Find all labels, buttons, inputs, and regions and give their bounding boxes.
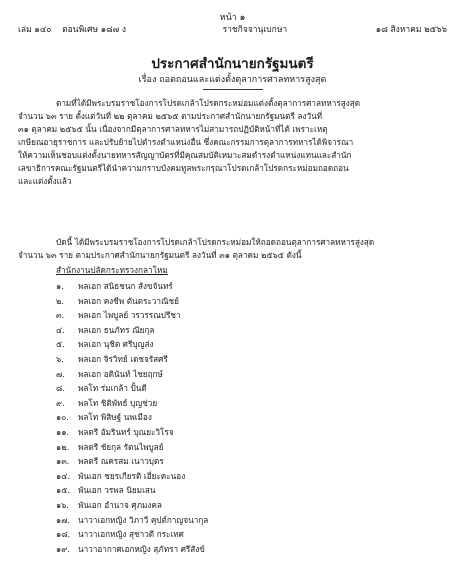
paragraph-preamble — [18, 97, 448, 188]
officer-name: พลเอก ไพบูลย์ วรวรรณปรีชา — [78, 310, 181, 321]
text-line: บัดนี้ ได้มีพระบรมราชโองการโปรดเกล้าโปรดกระหม่อมให้ถอดถอนตุลาการศาลทหารสูงสุด — [56, 237, 375, 247]
item-number: ๓. — [56, 310, 65, 321]
officer-name: พลเอก อดินันท์ ไชยฤกษ์ — [78, 368, 163, 379]
list-item — [56, 294, 208, 309]
list-item — [56, 308, 208, 323]
officer-name: นาวาอากาศเอกหญิง สุภัทรา ศรีสังข์ — [78, 543, 205, 554]
officer-name: พลตรี ณครสม เนาวบุตร — [78, 456, 164, 467]
officer-name: พลเอก สนิธชนก สังขจันทร์ — [78, 281, 173, 291]
title-divider — [203, 89, 263, 90]
list-item — [56, 483, 208, 498]
text-line: ๓๑ ตุลาคม ๒๕๖๕ นั้น เนื่องจากมีตุลาการศาลทหารไม่สามารถปฏิบัติหน้าที่ได้ เพราะเหตุ — [18, 124, 328, 134]
text-line: ให้ความเห็นชอบแต่งตั้งนายทหารสัญญาบัตรที่มีคุณสมบัติเหมาะสมดำรงตำแหน่งแทนและสำนัก — [18, 150, 352, 160]
officer-name: นาวาเอกหญิง วิภาวี คุปต์กาญจนากุล — [78, 514, 209, 525]
list-item — [56, 425, 208, 440]
item-number: ๑๖. — [56, 499, 69, 510]
list-item — [56, 367, 208, 382]
gazette-header — [18, 22, 447, 36]
text-line: และแต่งตั้งแล้ว — [18, 176, 72, 186]
officer-name: พลโท ร่มเกล้า ปั้นดี — [78, 383, 147, 394]
list-item — [56, 352, 208, 367]
list-item — [56, 410, 208, 425]
item-number: ๑๕. — [56, 485, 70, 496]
item-number: ๑๘. — [56, 529, 71, 540]
item-number: ๑๗. — [56, 514, 70, 525]
volume: เล่ม ๑๔๐ — [18, 25, 52, 35]
list-item — [56, 527, 208, 542]
page-number: หน้า ๑ — [219, 13, 246, 23]
paragraph-order — [18, 236, 448, 262]
officer-name: นาวาเอกหญิง สุชาวดี กระเทศ — [78, 529, 184, 540]
list-item — [56, 513, 208, 528]
special-section: ตอนพิเศษ ๑๘๗ ง — [62, 25, 126, 35]
officer-name: พลเอก ธนภัทร ณียกุล — [78, 324, 155, 335]
list-item — [56, 279, 208, 294]
publication-name: ราชกิจจานุเบกษา — [222, 25, 288, 35]
text-line: เกษียณอายุราชการ และปรับย้ายไปดำรงตำแหน่งอื่น ซึ่งคณะกรรมการตุลาการทหารได้พิจารณา — [18, 137, 354, 147]
officer-name: พลตรี อัมรินทร์ บุณยะวิโรจ — [78, 426, 174, 437]
item-number: ๑๔. — [56, 470, 70, 481]
announcement-subject: เรื่อง ถอดถอนและแต่งตั้งตุลาการศาลทหารสูงสุด — [138, 75, 327, 85]
header-left — [18, 22, 134, 36]
officer-name: พลโท พิสิษฐ์ นพเมือง — [78, 412, 152, 423]
item-number: ๗. — [56, 368, 65, 379]
item-number: ๕. — [56, 339, 65, 350]
list-item — [56, 396, 208, 411]
item-number: ๒. — [56, 295, 64, 306]
officer-name: พลเอก นุชิต ศรีบุญส่ง — [78, 339, 154, 350]
officer-name: พลตรี ชัยกุล รัตนไพบูลย์ — [78, 441, 164, 452]
list-item — [56, 440, 208, 455]
list-item — [56, 381, 208, 396]
announcement-title: ประกาศสำนักนายกรัฐมนตรี — [151, 56, 314, 72]
text-line: ตามที่ได้มีพระบรมราชโองการโปรดเกล้าโปรดกระหม่อมแต่งตั้งตุลาการศาลทหารสูงสุด — [56, 98, 361, 108]
list-item — [56, 323, 208, 338]
item-number: ๑๑. — [56, 426, 69, 437]
section-heading: สำนักงานปลัดกระทรวงกลาโหม — [56, 265, 168, 275]
officer-list — [56, 279, 208, 556]
text-line: จำนวน ๖๓ ราย ตั้งแต่วันที่ ๒๒ ตุลาคม ๒๕๖๕ ตามประกาศสำนักนายกรัฐมนตรี ลงวันที่ — [18, 111, 323, 121]
item-number: ๔. — [56, 324, 65, 335]
list-item — [56, 542, 208, 557]
item-number: ๑๙. — [56, 543, 70, 554]
officer-name: พันเอก วรพล นิยมเสน — [78, 485, 156, 496]
item-number: ๖. — [56, 353, 64, 364]
item-number: ๑๒. — [56, 441, 70, 452]
item-number: ๙. — [56, 397, 65, 408]
list-item — [56, 469, 208, 484]
item-number: ๑๐. — [56, 412, 69, 423]
item-number: ๘. — [56, 383, 65, 394]
list-item — [56, 498, 208, 513]
officer-name: พลเอก คงชีพ ตันตระวาณิชย์ — [78, 295, 179, 306]
item-number: ๑๓. — [56, 456, 70, 467]
text-line: เลขาธิการคณะรัฐมนตรีได้นำความกราบบังคมทูลพระกรุณาโปรดเกล้าโปรดกระหม่อมถอดถอน — [18, 163, 349, 173]
list-item — [56, 454, 208, 469]
officer-name: พันเอก ชยรเกียรติ เอี่ยะคะนอง — [78, 470, 186, 481]
item-number: ๑. — [56, 281, 64, 291]
officer-name: พันเอก อำนาจ ศุภมงคล — [78, 499, 162, 510]
officer-name: พลโท ชิติพัทธ์ บุญช่วย — [78, 397, 158, 408]
publication-date: ๑๘ สิงหาคม ๒๕๖๖ — [375, 25, 447, 35]
text-line: จำนวน ๖๓ ราย ตามประกาศสำนักนายกรัฐมนตรี ลงวันที่ ๓๑ ตุลาคม ๒๕๖๕ ดังนี้ — [18, 250, 302, 260]
list-item — [56, 337, 208, 352]
officer-name: พลเอก จิรวิทย์ เดชจรัสศรี — [78, 353, 168, 364]
